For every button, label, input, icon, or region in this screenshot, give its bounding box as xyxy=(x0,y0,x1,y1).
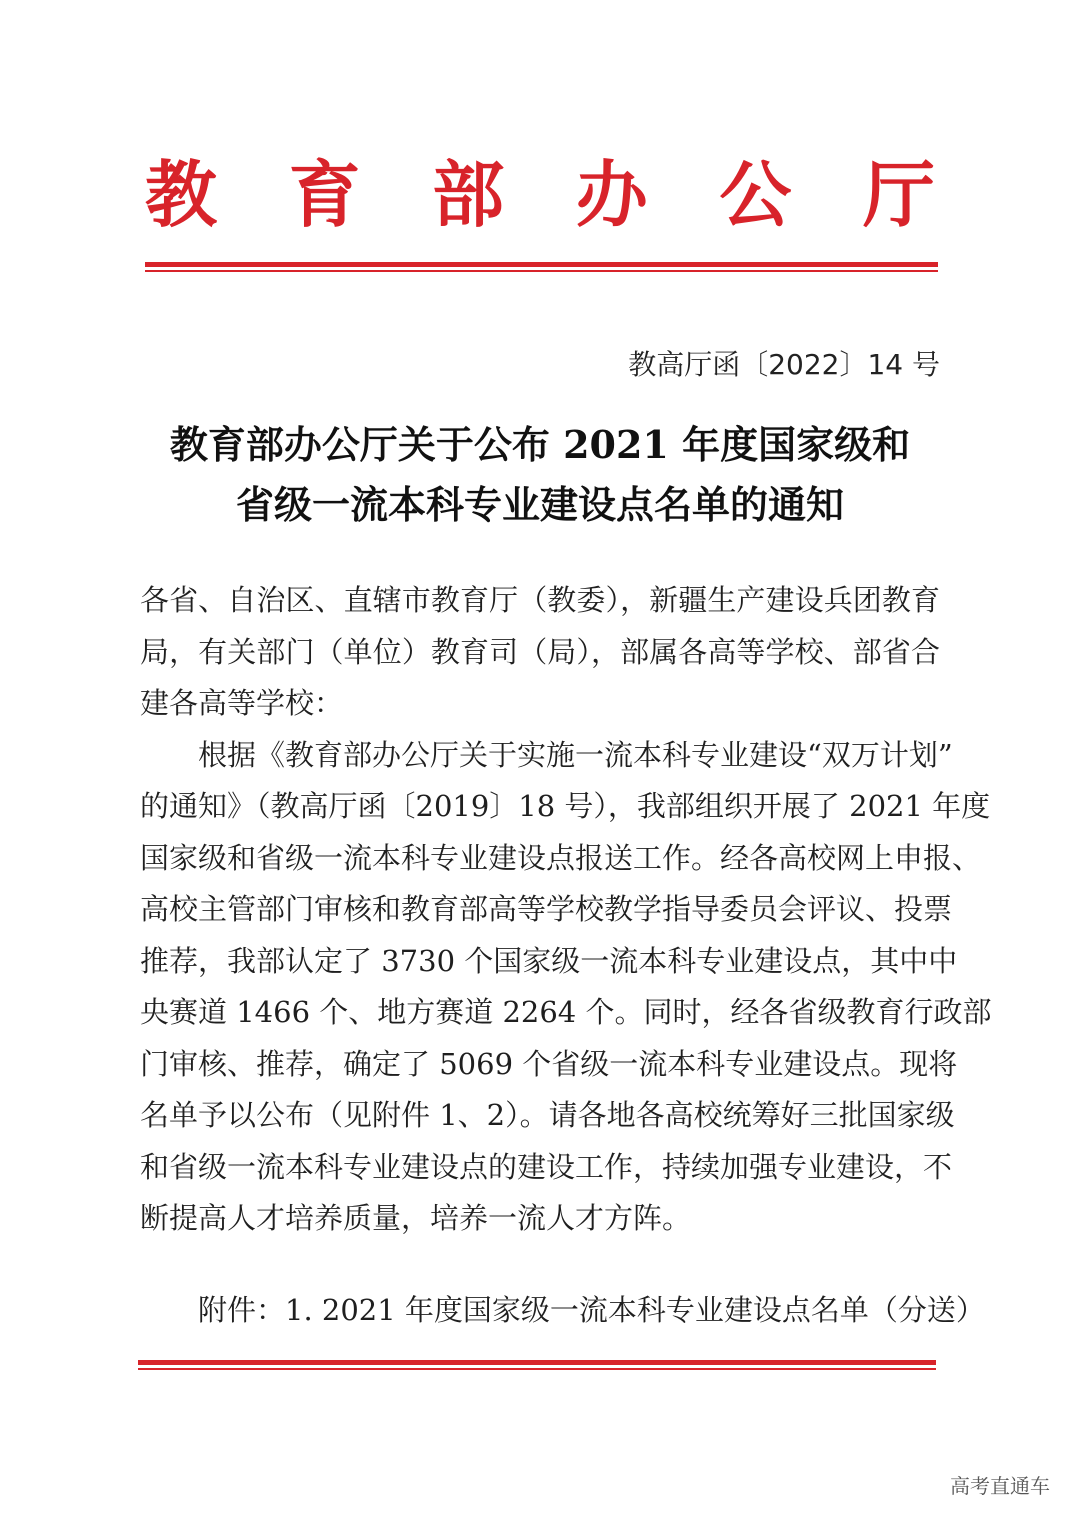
attachment-line: 附件：1. 2021 年度国家级一流本科专业建设点名单（分送） xyxy=(198,1293,985,1327)
document-number: 教高厅函〔2022〕14 号 xyxy=(628,348,940,381)
title-line-2: 省级一流本科专业建设点名单的通知 xyxy=(235,482,844,527)
footer-divider xyxy=(138,1360,936,1370)
body-line: 门审核、推荐，确定了 5069 个省级一流本科专业建设点。现将 xyxy=(140,1046,958,1081)
masthead-char: 公 xyxy=(719,152,792,237)
issuer-masthead xyxy=(145,150,935,240)
body-line: 推荐，我部认定了 3730 个国家级一流本科专业建设点，其中中 xyxy=(140,943,958,978)
body-line: 局，有关部门（单位）教育司（局），部属各高等学校、部省合 xyxy=(140,634,940,669)
body-line: 断提高人才培养质量，培养一流人才方阵。 xyxy=(140,1201,692,1235)
body-line: 建各高等学校： xyxy=(140,686,344,720)
masthead-divider xyxy=(145,262,938,272)
masthead-char: 教 xyxy=(145,152,218,237)
document-title xyxy=(140,415,940,535)
body-line: 名单予以公布（见附件 1、2）。请各地各高校统筹好三批国家级 xyxy=(140,1098,955,1132)
masthead-char: 办 xyxy=(575,152,648,237)
document-body xyxy=(140,575,992,1245)
body-line: 高校主管部门审核和教育部高等学校教学指导委员会评议、投票 xyxy=(140,892,953,926)
masthead-char: 育 xyxy=(288,152,361,237)
masthead-char: 厅 xyxy=(862,152,935,237)
masthead-char: 部 xyxy=(432,152,505,237)
source-watermark: 高考直通车 xyxy=(950,1474,1050,1498)
body-line: 和省级一流本科专业建设点的建设工作，持续加强专业建设，不 xyxy=(140,1149,953,1184)
title-line-1: 教育部办公厅关于公布 2021 年度国家级和 xyxy=(169,422,911,467)
body-line: 的通知》（教高厅函〔2019〕18 号），我部组织开展了 2021 年度 xyxy=(140,789,991,823)
body-line: 国家级和省级一流本科专业建设点报送工作。经各高校网上申报、 xyxy=(140,840,982,875)
body-line: 央赛道 1466 个、地方赛道 2264 个。同时，经各省级教育行政部 xyxy=(140,995,992,1029)
body-line: 各省、自治区、直辖市教育厅（教委），新疆生产建设兵团教育 xyxy=(140,583,940,617)
body-line: 根据《教育部办公厅关于实施一流本科专业建设“双万计划” xyxy=(198,737,953,772)
